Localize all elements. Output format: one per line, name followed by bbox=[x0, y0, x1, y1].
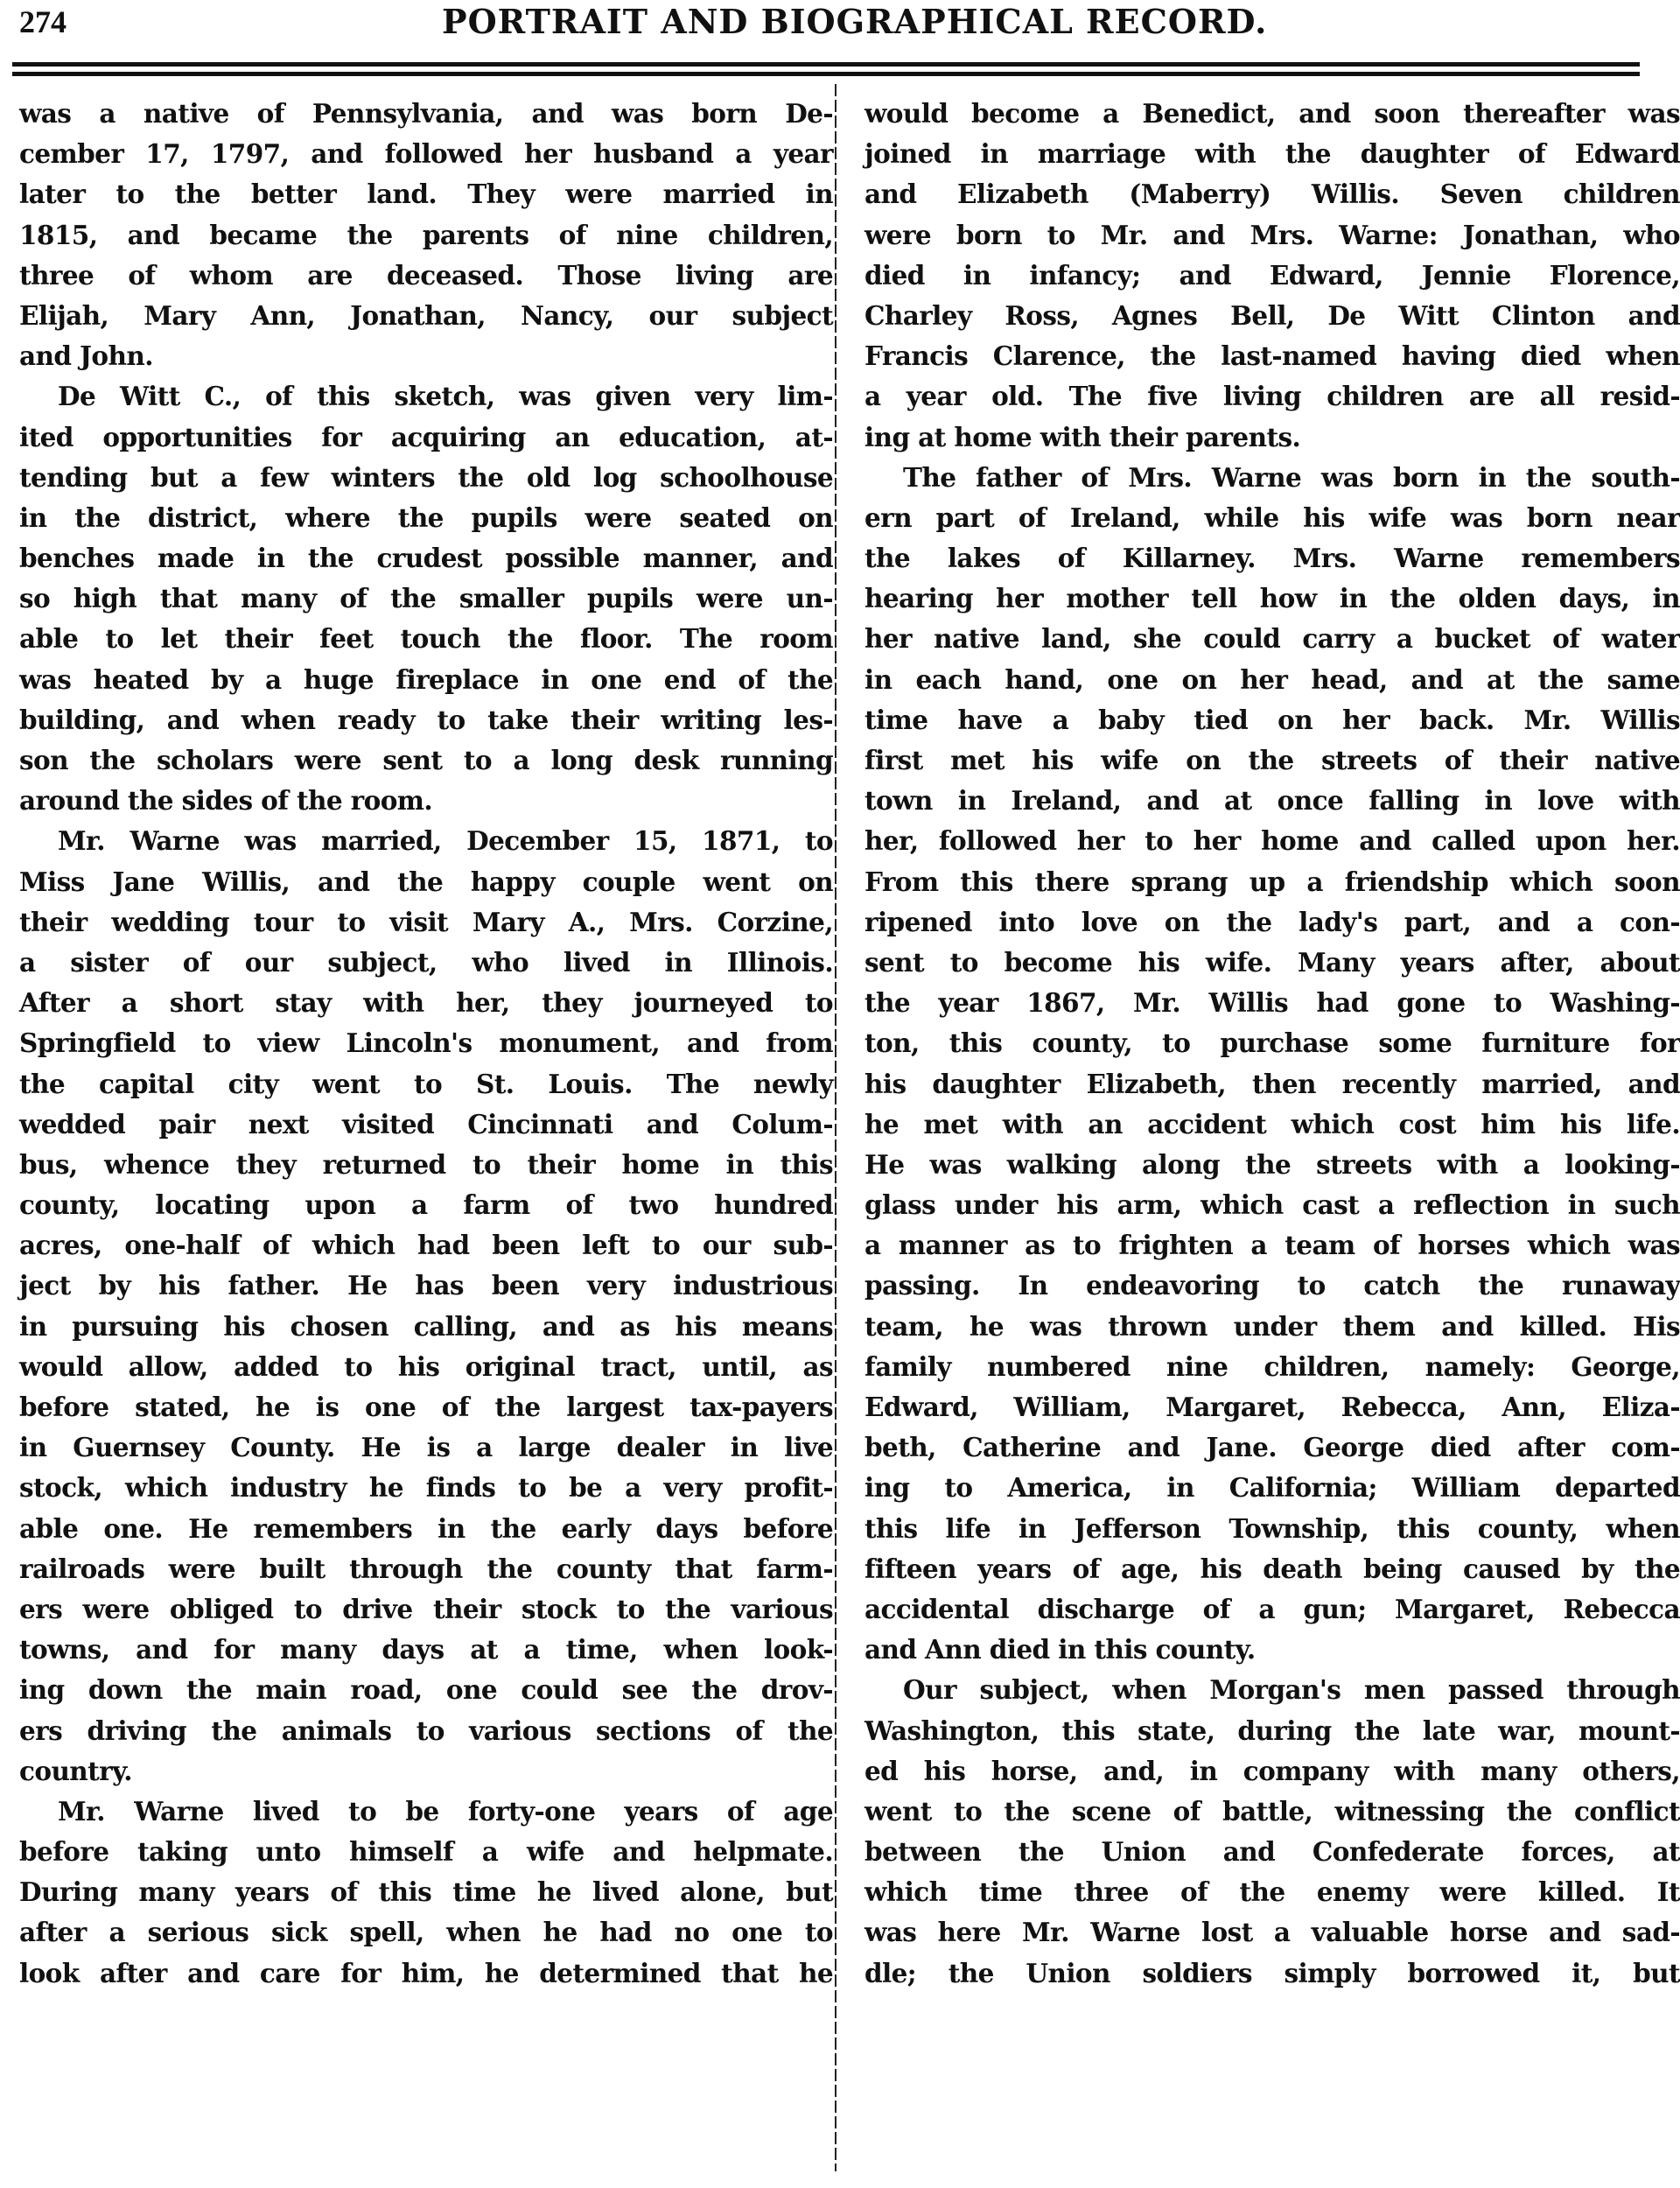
text-line: before taking unto himself a wife and helpmate. bbox=[19, 1836, 833, 1868]
text-line: their wedding tour to visit Mary A., Mrs. Corzine, bbox=[19, 906, 833, 937]
text-line: dle; the Union soldiers simply borrowed it, but bbox=[864, 1957, 1680, 1988]
text-line: in pursuing his chosen calling, and as his means bbox=[19, 1310, 833, 1342]
running-title: PORTRAIT AND BIOGRAPHICAL RECORD. bbox=[442, 2, 1268, 41]
text-line: between the Union and Confederate forces, at bbox=[864, 1836, 1680, 1868]
text-line: in the district, where the pupils were seated on bbox=[19, 501, 833, 533]
text-line: country. bbox=[19, 1755, 132, 1786]
text-line: Mr. Warne was married, December 15, 1871, to bbox=[58, 825, 833, 857]
text-line: tending but a few winters the old log schoolhouse bbox=[19, 461, 833, 493]
text-line: Charley Ross, Agnes Bell, De Witt Clinton and bbox=[864, 299, 1680, 331]
text-line: wedded pair next visited Cincinnati and Colum- bbox=[19, 1108, 833, 1140]
text-line: team, he was thrown under them and killed. His bbox=[864, 1310, 1680, 1342]
text-line: 1815, and became the parents of nine children, bbox=[19, 219, 833, 250]
text-line: he met with an accident which cost him his life. bbox=[864, 1108, 1680, 1140]
text-line: ing to America, in California; William departed bbox=[864, 1472, 1680, 1504]
text-line: which time three of the enemy were killed. It bbox=[864, 1876, 1680, 1908]
text-line: Edward, William, Margaret, Rebecca, Ann, Eliza- bbox=[864, 1392, 1680, 1422]
text-line: stock, which industry he finds to be a very profit- bbox=[19, 1472, 833, 1504]
text-line: ed his horse, and, in company with many others, bbox=[864, 1755, 1680, 1786]
text-line: and John. bbox=[19, 340, 153, 372]
text-line: ject by his father. He has been very industrious bbox=[19, 1270, 833, 1301]
header-rule-top bbox=[12, 62, 1640, 67]
text-line: went to the scene of battle, witnessing the conflict bbox=[864, 1795, 1680, 1827]
text-line: Our subject, when Morgan's men passed through bbox=[903, 1674, 1680, 1706]
text-line: The father of Mrs. Warne was born in the south- bbox=[903, 461, 1680, 493]
text-line: was a native of Pennsylvania, and was born De- bbox=[19, 98, 833, 129]
text-line: From this there sprang up a friendship which soon bbox=[864, 866, 1680, 897]
text-line: died in infancy; and Edward, Jennie Florence, bbox=[864, 259, 1680, 291]
text-line: building, and when ready to take their writing les- bbox=[19, 704, 833, 735]
text-line: Miss Jane Willis, and the happy couple went on bbox=[19, 866, 833, 897]
text-line: was heated by a huge fireplace in one end of the bbox=[19, 663, 833, 695]
text-line: After a short stay with her, they journeyed to bbox=[19, 987, 833, 1019]
text-line: and Elizabeth (Maberry) Willis. Seven children bbox=[864, 179, 1680, 210]
text-line: around the sides of the room. bbox=[19, 785, 433, 817]
text-line: De Witt C., of this sketch, was given very lim- bbox=[58, 381, 833, 412]
text-line: ers driving the animals to various sections of the bbox=[19, 1715, 833, 1746]
text-line: before stated, he is one of the largest tax-payers bbox=[19, 1392, 833, 1422]
text-line: He was walking along the streets with a looking- bbox=[864, 1148, 1680, 1180]
text-line: Elijah, Mary Ann, Jonathan, Nancy, our subject bbox=[19, 299, 833, 331]
text-line: this life in Jefferson Township, this county, when bbox=[864, 1512, 1680, 1544]
text-line: able one. He remembers in the early days before bbox=[19, 1512, 833, 1544]
text-line: Springfield to view Lincoln's monument, and from bbox=[19, 1027, 833, 1059]
text-line: ern part of Ireland, while his wife was born near bbox=[864, 501, 1680, 533]
text-line: acres, one-half of which had been left to our sub- bbox=[19, 1230, 833, 1261]
text-line: the lakes of Killarney. Mrs. Warne remembers bbox=[864, 543, 1680, 574]
text-line: family numbered nine children, namely: George, bbox=[864, 1350, 1680, 1382]
text-line: in Guernsey County. He is a large dealer in live bbox=[19, 1432, 833, 1463]
text-column-right bbox=[864, 94, 1680, 1994]
text-line: so high that many of the smaller pupils were un- bbox=[19, 583, 833, 614]
text-line: sent to become his wife. Many years after, about bbox=[864, 946, 1680, 978]
text-line: time have a baby tied on her back. Mr. Willis bbox=[864, 704, 1680, 735]
text-column-left bbox=[19, 94, 833, 1994]
text-line: ers were obliged to drive their stock to the various bbox=[19, 1593, 833, 1624]
text-line: ton, this county, to purchase some furniture for bbox=[864, 1027, 1680, 1059]
text-line: would allow, added to his original tract, until, as bbox=[19, 1350, 833, 1382]
column-divider bbox=[835, 84, 836, 2171]
text-line: ited opportunities for acquiring an education, at- bbox=[19, 421, 833, 452]
text-line: bus, whence they returned to their home in this bbox=[19, 1148, 833, 1180]
text-line: was here Mr. Warne lost a valuable horse and sad- bbox=[864, 1917, 1680, 1948]
text-line: hearing her mother tell how in the olden days, in bbox=[864, 583, 1680, 614]
text-line: benches made in the crudest possible manner, and bbox=[19, 543, 833, 574]
text-line: a sister of our subject, who lived in Illinois. bbox=[19, 946, 833, 978]
text-line: a manner as to frighten a team of horses which was bbox=[864, 1230, 1680, 1261]
text-line: Francis Clarence, the last-named having died when bbox=[864, 340, 1680, 372]
header-rule-bottom bbox=[12, 72, 1640, 76]
text-line: three of whom are deceased. Those living are bbox=[19, 259, 833, 291]
text-line: after a serious sick spell, when he had no one to bbox=[19, 1917, 833, 1948]
text-line: Washington, this state, during the late war, mount- bbox=[864, 1715, 1680, 1746]
text-line: Mr. Warne lived to be forty-one years of age bbox=[58, 1795, 833, 1827]
text-line: During many years of this time he lived alone, but bbox=[19, 1876, 833, 1908]
text-line: county, locating upon a farm of two hundred bbox=[19, 1189, 833, 1221]
text-line: first met his wife on the streets of their native bbox=[864, 745, 1680, 775]
text-line: glass under his arm, which cast a reflection in such bbox=[864, 1189, 1680, 1221]
text-line: beth, Catherine and Jane. George died after com- bbox=[864, 1432, 1680, 1463]
text-line: accidental discharge of a gun; Margaret, Rebecca bbox=[864, 1593, 1680, 1624]
text-line: the capital city went to St. Louis. The newly bbox=[19, 1068, 833, 1099]
text-line: her, followed her to her home and called upon her. bbox=[864, 825, 1680, 857]
text-line: ing at home with their parents. bbox=[864, 421, 1301, 452]
text-line: towns, and for many days at a time, when look- bbox=[19, 1634, 833, 1666]
text-line: look after and care for him, he determined that he bbox=[19, 1957, 833, 1988]
page-number: 274 bbox=[19, 4, 66, 39]
text-line: the year 1867, Mr. Willis had gone to Washing- bbox=[864, 987, 1680, 1019]
text-line: would become a Benedict, and soon thereafter was bbox=[864, 98, 1680, 129]
text-line: town in Ireland, and at once falling in love with bbox=[864, 785, 1680, 817]
text-line: ripened into love on the lady's part, and a con- bbox=[864, 906, 1680, 937]
text-line: son the scholars were sent to a long desk running bbox=[19, 745, 833, 775]
text-line: were born to Mr. and Mrs. Warne: Jonathan, who bbox=[864, 219, 1680, 250]
text-line: later to the better land. They were married in bbox=[19, 179, 833, 210]
text-line: in each hand, one on her head, and at the same bbox=[864, 663, 1680, 695]
text-line: ing down the main road, one could see the drov- bbox=[19, 1674, 833, 1706]
text-line: joined in marriage with the daughter of Edward bbox=[864, 138, 1680, 170]
text-line: cember 17, 1797, and followed her husband a year bbox=[19, 138, 833, 170]
text-line: and Ann died in this county. bbox=[864, 1634, 1256, 1666]
text-line: railroads were built through the county that farm- bbox=[19, 1553, 833, 1584]
text-line: a year old. The five living children are all resid- bbox=[864, 381, 1680, 412]
text-line: able to let their feet touch the floor. The room bbox=[19, 623, 833, 655]
text-line: fifteen years of age, his death being caused by the bbox=[864, 1553, 1680, 1584]
text-line: passing. In endeavoring to catch the runaway bbox=[864, 1270, 1680, 1301]
text-line: her native land, she could carry a bucket of water bbox=[864, 623, 1680, 655]
text-line: his daughter Elizabeth, then recently married, and bbox=[864, 1068, 1680, 1099]
